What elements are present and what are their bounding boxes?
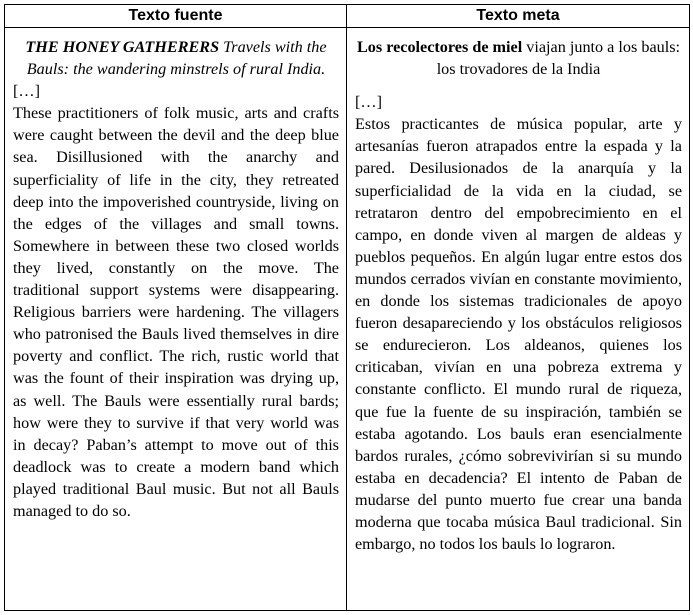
source-cell xyxy=(5,28,347,611)
target-body: Estos practicantes de música popular, arte y artesanías fueron atrapados entre la espada y la pared. Desilusionados de la anarquía y la superficialidad de la vida en la ciudad, se retrataron dentro del empobrecimiento en el campo, en donde viven al margen de aldeas y pueblos pequeños. En algún lugar entre estos dos mundos cerrados vivían en constante movimiento, en donde los sistemas tradicionales de apoyo fueron desapareciendo y los obstáculos religiosos se endurecieron. Los aldeanos, quienes los criticaban, vivían en una pobreza extrema y constante conflicto. El mundo rural de riqueza, que fue la fuente de su inspiración, también se estaba agotando. Los bauls eran esencialmente bardos rurales, ¿cómo sobrevivirían si su mundo estaba en decadencia? El intento de Paban de mudarse del punto muerto fue crear una banda moderna que tocaba música Baul tradicional. Sin embargo, no todos los bauls lo lograron. xyxy=(355,115,682,554)
target-title xyxy=(355,36,682,80)
source-title-bold: THE HONEY GATHERERS xyxy=(25,38,220,56)
content-row xyxy=(5,28,690,611)
source-title-rest: Travels with the Bauls: the wandering minstrels of rural India. xyxy=(26,38,327,79)
header-row xyxy=(5,5,690,28)
source-body: These practitioners of folk music, arts and crafts were caught between the devil and the deep blue sea. Disillusioned with the anarchy and superficiality of life in the city, they retreated deep into the impoverished countryside, living on the edges of the villages and small towns. Somewhere in between these two closed worlds they lived, constantly on the move. The traditional support systems were disappearing. Religious barriers were hardening. The villagers who patronised the Bauls lived themselves in dire poverty and conflict. The rich, rustic world that was the fount of their inspiration was drying up, as well. The Bauls were essentially rural bards; how were they to survive if that very world was in decay? Paban’s attempt to move out of this deadlock was to create a modern band which played traditional Baul music. But not all Bauls managed to do so. xyxy=(13,104,339,520)
target-header: Texto meta xyxy=(347,5,690,28)
target-title-bold: Los recolectores de miel xyxy=(356,38,523,56)
source-title xyxy=(13,36,339,80)
source-ellipsis: […] xyxy=(13,82,40,101)
translation-table xyxy=(4,4,690,611)
source-header: Texto fuente xyxy=(5,5,347,28)
target-title-rest: viajan junto a los bauls: los trovadores de la India xyxy=(436,38,681,79)
target-cell xyxy=(347,28,690,611)
target-ellipsis: […] xyxy=(355,93,382,112)
